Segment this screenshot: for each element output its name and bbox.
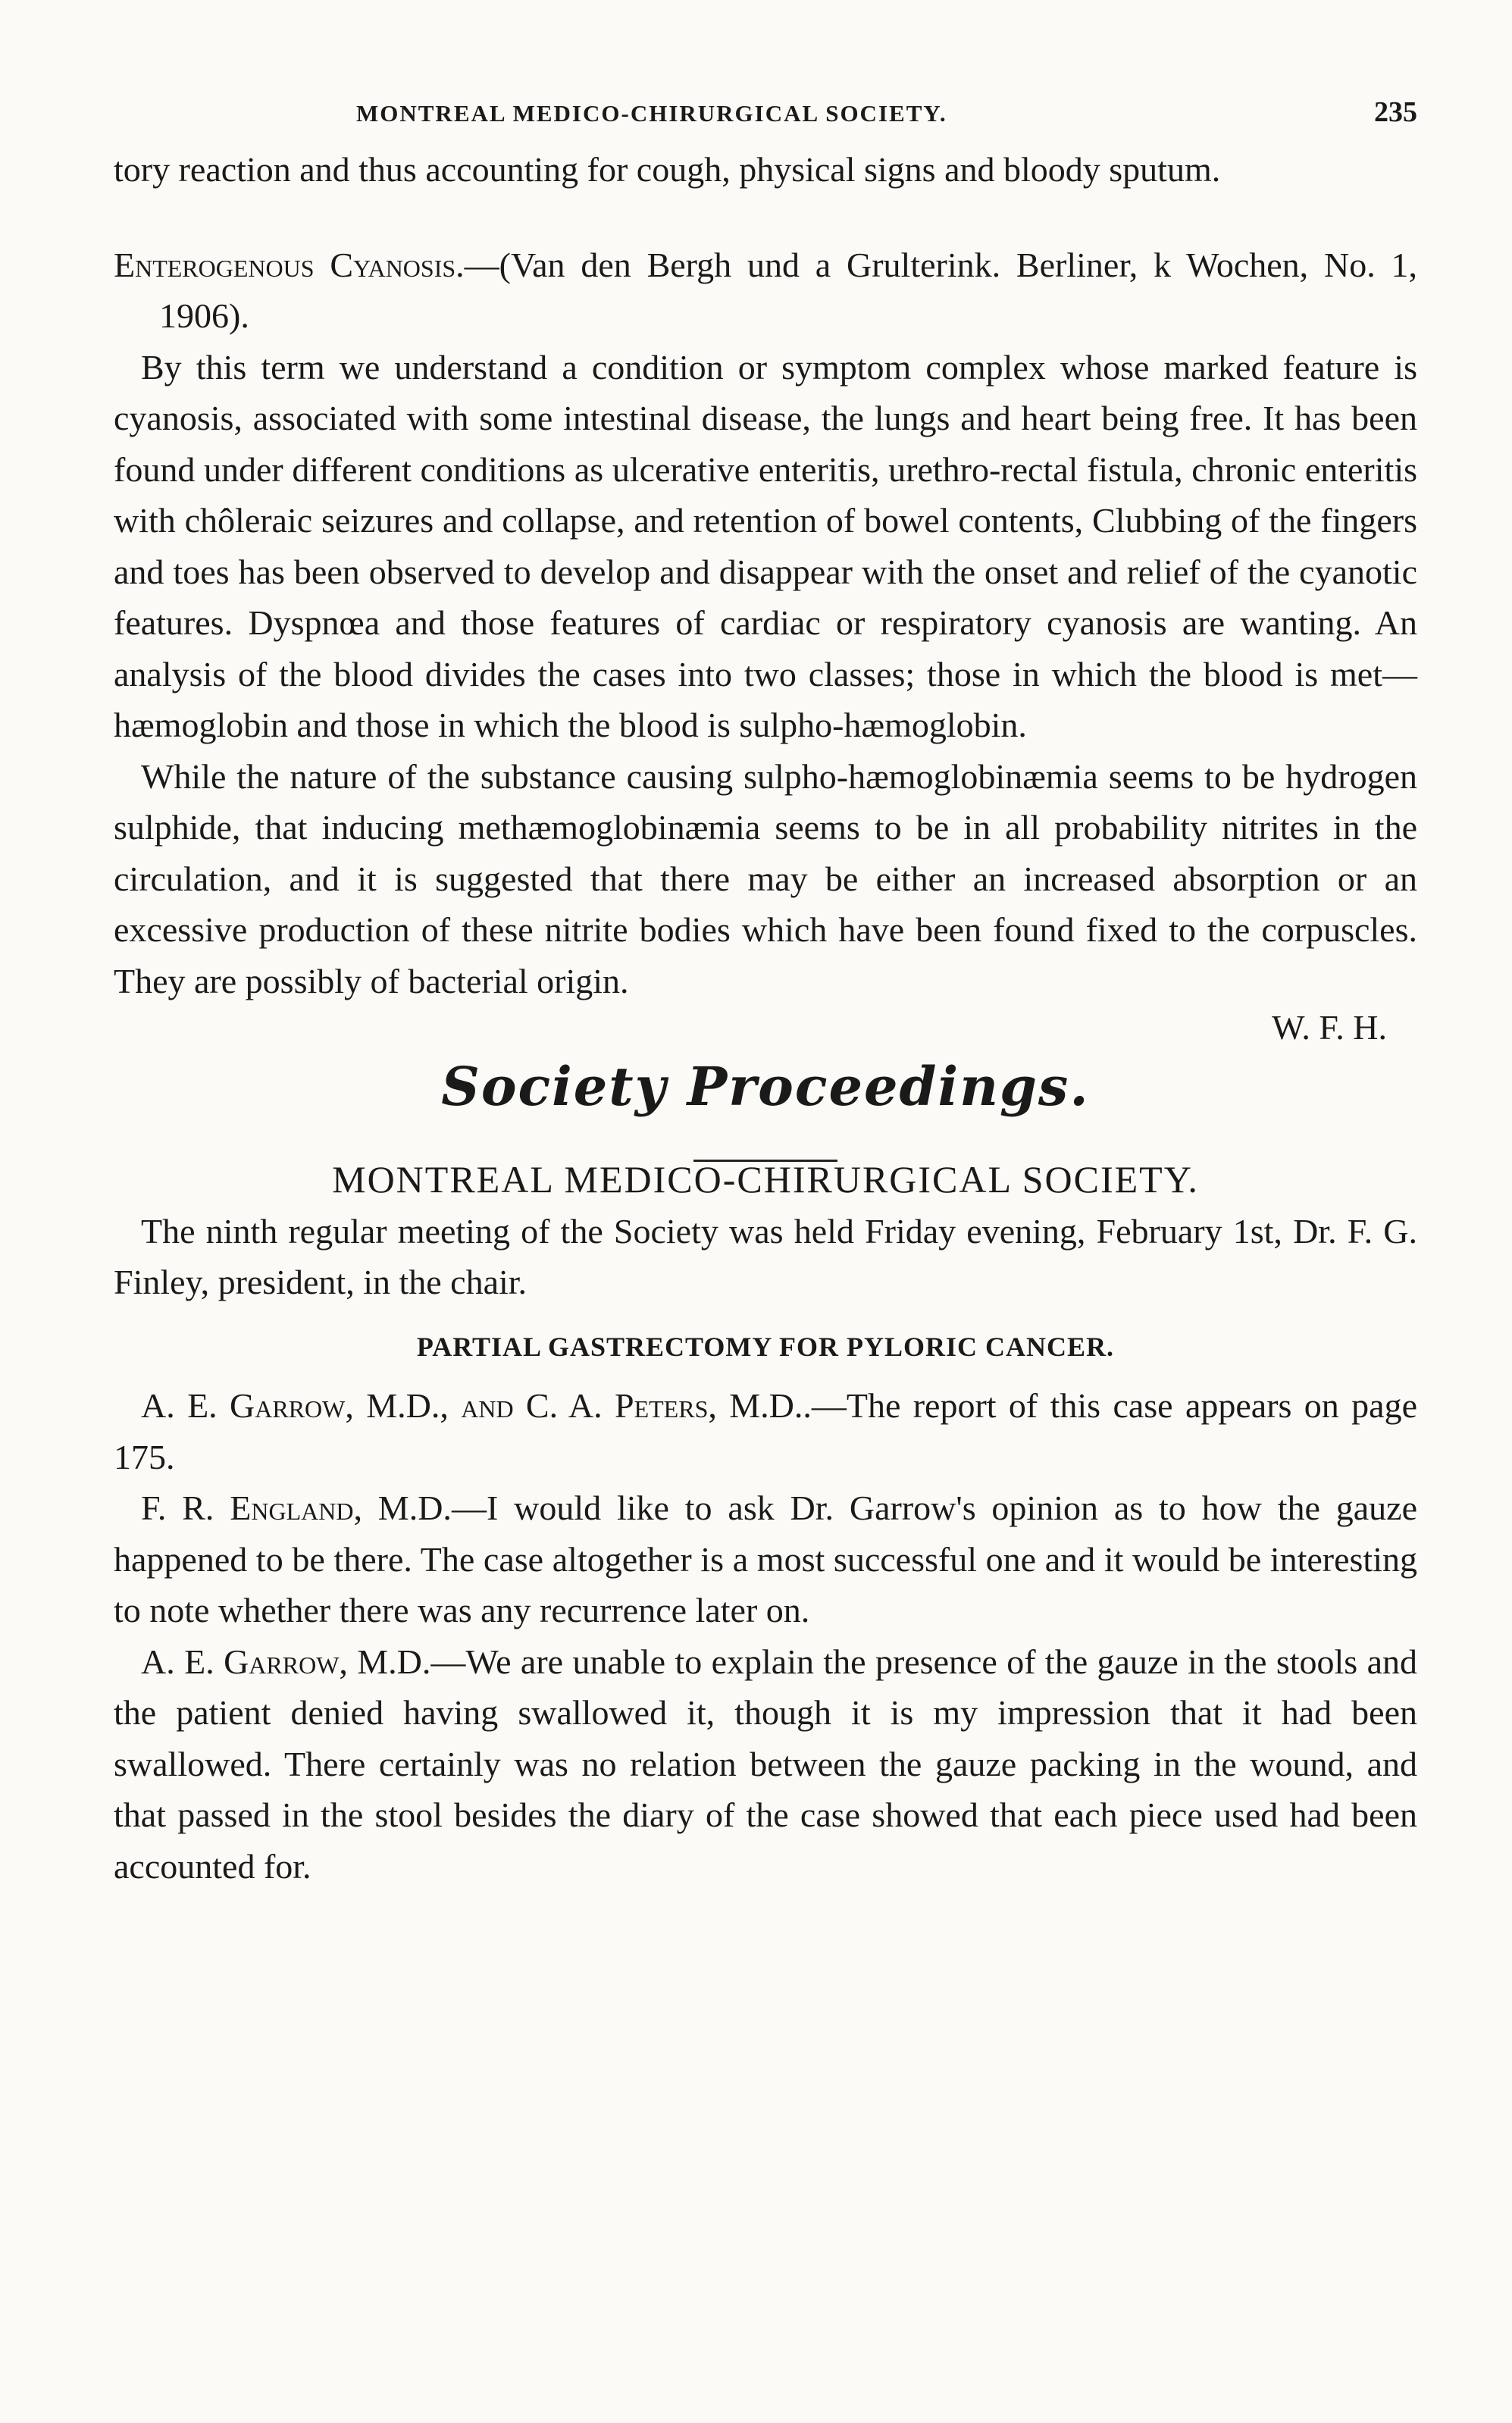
article-citation [114,239,1417,342]
section-heading: Society Proceedings. [441,1054,1090,1118]
article-paragraph: By this term we understand a condition or symptom complex whose marked feature is cyanosis, associated with some intestinal disease, the lungs and heart being free. It has been found under different conditions as ulcerative enteritis, urethro-rectal fistula, chronic enteritis with chôleraic seizures and collapse, and retention of bowel contents, Clubbing of the fingers and toes has been observed to develop and disappear with the onset and relief of the cyanotic features. Dyspnœa and those features of cardiac or respiratory cyanosis are wanting. An analysis of the blood divides the cases into two classes; those in which the blood is met—hæmoglobin and those in which the blood is sulpho-hæmoglobin. [114,347,1417,744]
discussion-entry [114,1482,1417,1636]
speaker-remarks: —I would like to ask Dr. Garrow's opinion as to how the gauze happened to be there. The case altogether is a most successful one and it would be interesting to note whether there was any recurrence later on. [114,1489,1417,1629]
running-head: MONTREAL MEDICO-CHIRURGICAL SOCIETY. [356,100,947,127]
section-divider [114,1132,1417,1136]
speaker-name: F. R. England, M.D. [141,1489,452,1527]
article-source: —(Van den Bergh und a Grulterink. Berliner, k Wochen, No. 1, 1906). [159,245,1418,335]
society-heading: MONTREAL MEDICO-CHIRURGICAL SOCIETY. [332,1158,1199,1201]
continued-text: tory reaction and thus accounting for cough, physical signs and bloody sputum. [114,150,1221,189]
speaker-name: A. E. Garrow, M.D. [141,1642,431,1681]
discussion-entry [114,1380,1417,1482]
article-title: Enterogenous Cyanosis. [114,245,465,284]
case-title: PARTIAL GASTRECTOMY FOR PYLORIC CANCER. [416,1331,1115,1362]
page-body [114,144,1417,1892]
speaker-remarks: —We are unable to explain the presence of the gauze in the stools and the patient denied having swallowed it, though it is my impression that it had been swallowed. There certainly was no relation between the gauze packing in the wound, and that passed in the stool besides the diary of the case showed that each piece used had been accounted for. [114,1642,1417,1886]
discussion-entry [114,1636,1417,1892]
page-header [114,89,1417,135]
author-initials: W. F. H. [1272,1008,1387,1047]
article-paragraph: While the nature of the substance causing sulpho-hæmoglobinæmia seems to be hydrogen sulphide, that inducing methæmoglobinæmia seems to be in all probability nitrites in the circulation, and it is suggested that there may be either an increased absorption or an excessive production of these nitrite bodies which have been found fixed to the corpuscles. They are possibly of bacterial origin. [114,756,1417,1000]
speaker-name: A. E. Garrow, M.D., and C. A. Peters, M.D. [141,1386,803,1425]
speaker-remarks: .—The report of this case appears on page 175. [114,1386,1417,1476]
meeting-intro: The ninth regular meeting of the Society was held Friday evening, February 1st, Dr. F. G. Finley, president, in the chair. [114,1211,1417,1301]
page-number: 235 [1374,96,1417,128]
